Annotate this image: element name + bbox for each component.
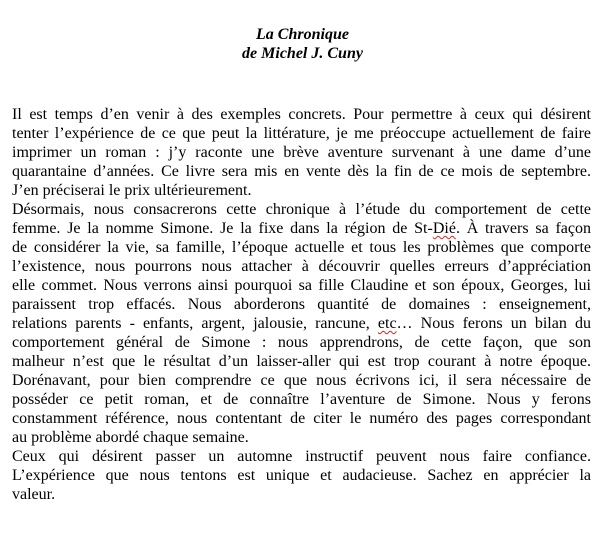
text-line: relations parents - enfants, argent, jalousie, rancune, etc… Nous ferons un bilan du: [12, 315, 591, 332]
document-title: [0, 25, 605, 63]
text-line: imprimer un roman : j’y raconte une brève aventure survenant à une dame d’une: [12, 144, 591, 161]
text-line: Désormais, nous consacrerons cette chronique à l’étude du comportement de cette: [12, 201, 591, 218]
text-line: valeur.: [12, 486, 56, 503]
text-line: femme. Je la nomme Simone. Je la fixe dans la région de St-Dié. À travers sa façon: [12, 220, 592, 237]
text-line: au problème abordé chaque semaine.: [12, 429, 249, 446]
text-line: tenter l’expérience de ce que peut la littérature, je me préoccupe actuellement de faire: [12, 125, 591, 142]
text-line: elle commet. Nous verrons ainsi pourquoi sa fille Claudine et son époux, Georges, lui: [12, 277, 591, 294]
paragraph-2: [12, 200, 591, 447]
text-line: constamment référence, nous contentant de citer le numéro des pages correspondant: [12, 410, 591, 427]
text-line: quarantaine d’années. Ce livre sera mis en vente dès la fin de ce mois de septembre.: [12, 163, 591, 180]
text-line: J’en préciserai le prix ultérieurement.: [12, 182, 252, 199]
document-body: [12, 105, 591, 504]
text-line: de considérer la vie, sa famille, l’époque actuelle et tous les problèmes que comporte: [12, 239, 591, 256]
text-line: Dorénavant, pour bien comprendre ce que nous écrivons ici, il sera nécessaire de: [12, 372, 591, 389]
text-line: Ceux qui désirent passer un automne instructif peuvent nous faire confiance.: [12, 448, 591, 465]
paragraph-1: [12, 105, 591, 200]
text-line: l’existence, nous pourrons nous attacher à découvrir quelles erreurs d’appréciation: [12, 258, 591, 275]
spellcheck-flag[interactable]: etc: [377, 315, 397, 332]
title-line-2: de Michel J. Cuny: [242, 45, 363, 62]
text-line: comportement général de Simone : nous apprendrons, de cette façon, que son: [12, 334, 591, 351]
text-line: malheur n’est que le résultat d’un laisser-aller qui est trop courant à notre époque.: [12, 353, 591, 370]
text-line: Il est temps d’en venir à des exemples concrets. Pour permettre à ceux qui désirent: [12, 106, 591, 123]
text-line: L’expérience que nous tentons est unique et audacieuse. Sachez en apprécier la: [12, 467, 591, 484]
paragraph-3: [12, 447, 591, 504]
spellcheck-flag[interactable]: Dié: [432, 220, 456, 237]
text-line: paraissent trop effacés. Nous aborderons quantité de domaines : enseignement,: [12, 296, 591, 313]
title-line-1: La Chronique: [256, 26, 349, 43]
text-line: posséder ce petit roman, et de connaître l’aventure de Simone. Nous y ferons: [12, 391, 591, 408]
